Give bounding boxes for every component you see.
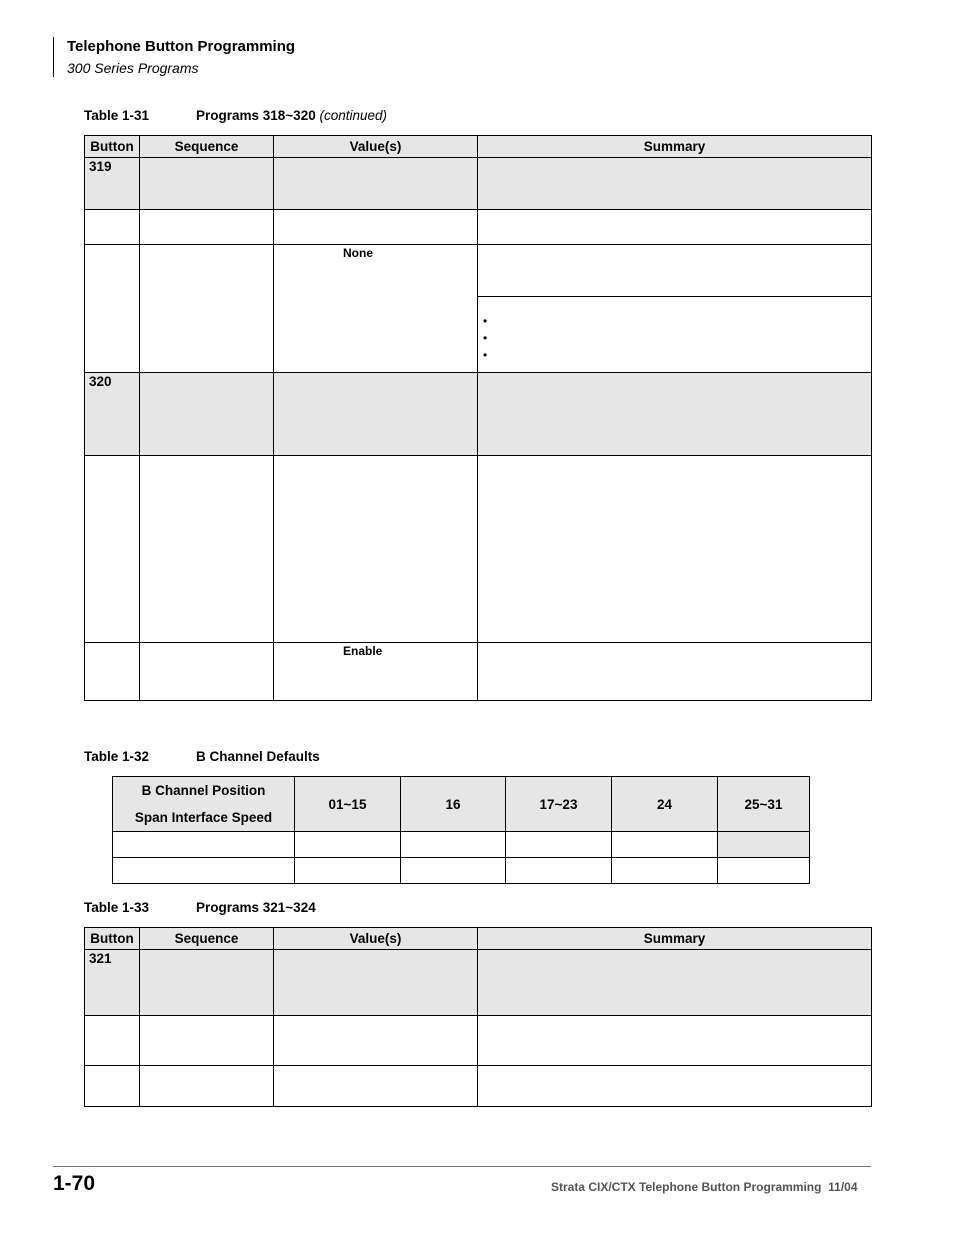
col-25-31: 25~31 [718, 777, 810, 832]
list-item [498, 349, 871, 366]
col-button: Button [85, 928, 140, 950]
footer-rule [53, 1166, 871, 1167]
page-number: 1-70 [53, 1172, 96, 1195]
table-row [85, 950, 872, 1016]
table2-caption-label: Table 1-32 [84, 749, 150, 764]
table-b-channel-defaults [112, 776, 810, 884]
bullet-list [478, 315, 871, 366]
button-319: 319 [85, 158, 140, 210]
table3-caption-title: Programs 321~324 [196, 900, 316, 915]
table-programs-318-320 [84, 135, 872, 701]
table-header-row [85, 928, 872, 950]
table1-caption-label: Table 1-31 [84, 108, 150, 123]
value-enable: Enable [274, 643, 478, 701]
table-row [113, 858, 810, 884]
table2-caption-title: B Channel Defaults [196, 749, 320, 764]
table-row [85, 373, 872, 456]
footer-doc-title: Strata CIX/CTX Telephone Button Programming 11/04 [551, 1180, 858, 1194]
col-button: Button [85, 136, 140, 158]
col-24: 24 [612, 777, 718, 832]
col-16: 16 [401, 777, 506, 832]
header-rule [53, 37, 54, 77]
list-item [498, 315, 871, 332]
header-line-position: B Channel Position [141, 783, 266, 798]
table1-caption [196, 108, 387, 123]
table-row [85, 158, 872, 210]
table-row [85, 210, 872, 245]
table3-caption-label: Table 1-33 [84, 900, 150, 915]
table-row [85, 245, 872, 297]
table-row [85, 456, 872, 643]
bullet-cell [478, 297, 872, 373]
col-sequence: Sequence [140, 928, 274, 950]
header-subtitle: 300 Series Programs [67, 60, 199, 76]
table-header-row [113, 777, 810, 832]
col-01-15: 01~15 [295, 777, 401, 832]
col-values: Value(s) [274, 928, 478, 950]
table1-caption-note: (continued) [319, 108, 388, 123]
table-header-row [85, 136, 872, 158]
table-row [113, 832, 810, 858]
table-row [85, 643, 872, 701]
header-line-speed: Span Interface Speed [134, 810, 273, 825]
col-summary: Summary [478, 136, 872, 158]
value-none: None [274, 245, 478, 373]
col-17-23: 17~23 [506, 777, 612, 832]
col-position-speed [113, 777, 295, 832]
table-row [85, 1016, 872, 1066]
button-320: 320 [85, 373, 140, 456]
table-programs-321-324 [84, 927, 872, 1107]
button-321: 321 [85, 950, 140, 1016]
table1-caption-title: Programs 318~320 [196, 108, 316, 123]
col-summary: Summary [478, 928, 872, 950]
table-row [85, 1066, 872, 1107]
col-values: Value(s) [274, 136, 478, 158]
list-item [498, 332, 871, 349]
col-sequence: Sequence [140, 136, 274, 158]
header-title: Telephone Button Programming [67, 38, 296, 55]
